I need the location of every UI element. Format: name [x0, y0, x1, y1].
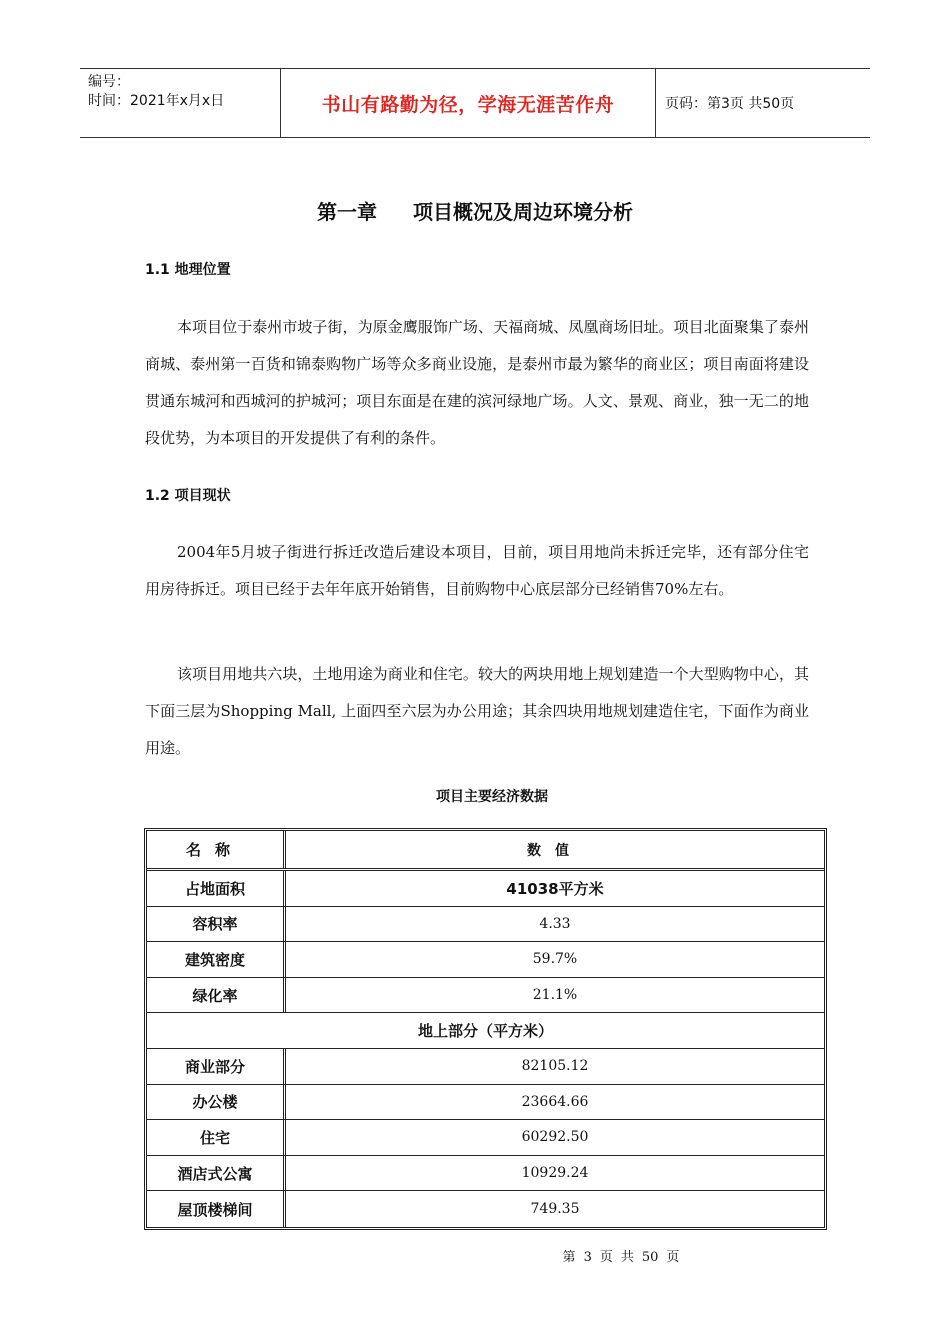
header-time-label: 时间：2021年x月x日 — [88, 93, 225, 109]
header-number-label: 编号： — [88, 74, 130, 90]
table-row — [147, 1085, 824, 1121]
row-value: 59.7% — [532, 951, 578, 968]
table-row — [147, 1156, 824, 1192]
row-name: 办公楼 — [147, 1085, 286, 1120]
column-header-value: 数值 — [527, 842, 583, 859]
row-value: 4.33 — [539, 915, 571, 932]
table-subheading-row — [147, 1013, 824, 1049]
chapter-number: 第一章 — [317, 200, 377, 224]
row-name: 绿化率 — [147, 978, 286, 1013]
row-value: 749.35 — [530, 1201, 580, 1218]
row-name: 建筑密度 — [147, 942, 286, 977]
page-footer — [0, 1246, 950, 1265]
economic-data-table — [144, 828, 827, 1230]
table-row — [147, 1191, 824, 1227]
table-row — [147, 1120, 824, 1156]
table-header-row — [147, 831, 824, 871]
row-value: 23664.66 — [521, 1093, 589, 1110]
footer-text: 共 — [620, 1250, 634, 1265]
table-row — [147, 978, 824, 1014]
table-row — [147, 907, 824, 943]
row-value: 10929.24 — [521, 1165, 589, 1182]
header-motto: 书山有路勤为径，学海无涯苦作舟 — [321, 93, 615, 116]
row-name: 商业部分 — [147, 1049, 286, 1084]
header-motto-cell — [280, 69, 656, 137]
row-name: 容积率 — [147, 907, 286, 942]
row-name: 占地面积 — [147, 871, 286, 906]
column-header-name: 名称 — [147, 831, 286, 868]
footer-total-pages: 50 — [641, 1250, 659, 1265]
row-value: 82105.12 — [521, 1058, 589, 1075]
chapter-name: 项目概况及周边环境分析 — [413, 200, 633, 224]
row-value: 41038平方米 — [506, 879, 604, 898]
section-heading: 1.2 项目现状 — [145, 488, 231, 504]
row-name: 屋顶楼梯间 — [147, 1191, 286, 1227]
paragraph: 2004年5月坡子街进行拆迁改造后建设本项目，目前，项目用地尚未拆迁完毕，还有部分住宅用房待拆迁。项目已经于去年年底开始销售，目前购物中心底层部分已经销售70%左右。 — [145, 543, 809, 598]
row-name: 住宅 — [147, 1120, 286, 1155]
table-row — [147, 942, 824, 978]
row-value: 60292.50 — [521, 1129, 589, 1146]
page-header — [80, 68, 870, 138]
table-row — [147, 871, 824, 907]
footer-current-page: 3 — [583, 1250, 592, 1265]
table-caption: 项目主要经济数据 — [436, 789, 548, 805]
header-meta — [80, 69, 280, 137]
paragraph: 本项目位于泰州市坡子街，为原金鹰服饰广场、天福商城、凤凰商场旧址。项目北面聚集了泰州商城、泰州第一百货和锦泰购物广场等众多商业设施，是泰州市最为繁华的商业区；项目南面将建设贯通东城河和西城河的护城河；项目东面是在建的滨河绿地广场。人文、景观、商业，独一无二的地段优势，为本项目的开发提供了有利的条件。 — [145, 318, 809, 447]
footer-text: 页 — [599, 1250, 613, 1265]
row-name: 酒店式公寓 — [147, 1156, 286, 1191]
table-subheading: 地上部分（平方米） — [417, 1022, 553, 1041]
footer-text: 第 — [562, 1250, 576, 1265]
chapter-title — [0, 196, 950, 225]
paragraph: 该项目用地共六块，土地用途为商业和住宅。较大的两块用地上规划建造一个大型购物中心，其下面三层为Shopping Mall, 上面四至六层为办公用途；其余四块用地规划建造住宅，下面作为商业用途。 — [145, 665, 809, 757]
header-page-info: 页码：第3页 共50页 — [665, 96, 795, 112]
section-heading: 1.1 地理位置 — [145, 262, 231, 278]
footer-text: 页 — [666, 1250, 680, 1265]
row-value: 21.1% — [532, 987, 578, 1004]
table-row — [147, 1049, 824, 1085]
